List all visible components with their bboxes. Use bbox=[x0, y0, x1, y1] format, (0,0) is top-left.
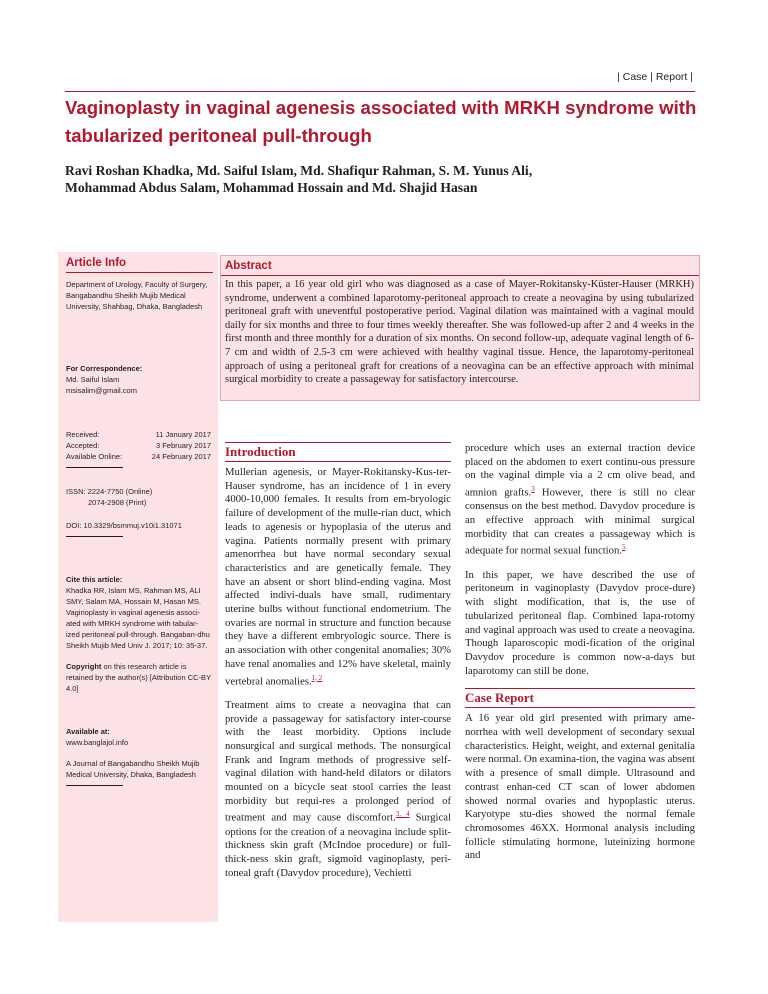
intro-paragraph-4: In this paper, we have described the use of peritoneum in vaginoplasty (Davydov proce-dure) with slight modification, that is, the use of tubularized peritoneal flap. Combined lapa-rotomy and vaginal approach was used to create a neovagina. Though laparoscopic modi-fication of the original Davydov procedure is common now-a-days but laparotomy can still be done. bbox=[465, 568, 695, 677]
case-report-heading: Case Report bbox=[465, 689, 695, 708]
received-row: Received: 11 January 2017 bbox=[66, 430, 211, 439]
citation-ref[interactable]: 3, 4 bbox=[395, 810, 410, 819]
body-column-2 bbox=[465, 442, 695, 873]
cite-label: Cite this article: bbox=[66, 575, 123, 584]
issn-print: 2074-2908 (Print) bbox=[88, 498, 147, 507]
abstract-text: In this paper, a 16 year old girl who was diagnosed as a case of Mayer-Rokitansky-Küster-Hauser (MRKH) syndrome, underwent a combined laparotomy-peritoneal approach to create a neovagina by using tubularized peritoneal graft with uneventful postoperative period. Vaginal dilation was maintained with a vaginal mould daily for six months and three to four times weekly thereafter. She was followed-up after 2 and 4 weeks in the first month and three monthly for a duration of six months. On second follow-up, adequate vaginal length of 6-7 cm and width of 2.5-3 cm were achieved with healthy vaginal tissue. Hence, the laparotomy-peritoneal approach of using a peritoneal graft for creations of a neovagina can be an effective approach with minimal surgical morbidity to create a passageway for satisfactory intercourse. bbox=[225, 279, 694, 386]
citation-ref[interactable]: 5 bbox=[622, 543, 626, 552]
intro-paragraph-3: procedure which uses an external traction device placed on the abdomen to exert continu-ous pressure on the vaginal dimple via a 2 cm olive bead, and amnion grafts.$^3$ However, there is still no clear consensus on the best method. Davydov procedure is an effective approach with minimal surgical morbidity that can creates a passageway which is adequate for normal sexual function.$^5$ bbox=[465, 442, 695, 558]
dates-block bbox=[66, 429, 211, 468]
divider bbox=[66, 536, 123, 537]
section-tag: | Case | Report | bbox=[617, 71, 693, 83]
article-title: Vaginoplasty in vaginal agenesis associated with MRKH syndrome with tabularized peritoneal pull-through bbox=[65, 97, 697, 146]
copyright: Copyright on this research article is retained by the author(s) [Attribution CC-BY 4.0] bbox=[66, 662, 211, 693]
article-info-heading: Article Info bbox=[66, 255, 213, 273]
case-report-rule bbox=[465, 688, 695, 708]
authors-line-1: Ravi Roshan Khadka, Md. Saiful Islam, Md. Shafiqur Rahman, S. M. Yunus Ali, bbox=[65, 163, 533, 178]
citation-ref[interactable]: 1, 2 bbox=[311, 673, 323, 682]
doi[interactable]: DOI: 10.3329/bsmmuj.v10i1.31071 bbox=[66, 521, 182, 530]
intro-paragraph-1: Mullerian agenesis, or Mayer-Rokitansky-Kus-ter-Hauser syndrome, has an incidence of 1 in every 4000-10,000 females. It results from em-bryologic failure of development of the mulle-rian duct, which leads to agenesis or hypoplasia of the uterus and vagina. Patients normally present with primary amenorrhea but have normal secondary sexual characteristics and are genetically female. They have an absent or short blind-ending vagina. Most affected indivi-duals have small, rudimentary uterine bulbs without functional endometrium. The ovaries are normal in structure and function because they have a different embryologic source. There is an association with other congenital anomalies; 30% have renal anomalies and 12% have skeletal, mainly vertebral anomalies.$^{1, 2}$ bbox=[225, 466, 451, 688]
authors-line-2: Mohammad Abdus Salam, Mohammad Hossain and Md. Shajid Hasan bbox=[65, 180, 478, 195]
online-row: Available Online: 24 February 2017 bbox=[66, 452, 211, 461]
available-url[interactable]: www.banglajol.info bbox=[66, 738, 129, 747]
divider bbox=[66, 467, 123, 468]
abstract-heading: Abstract bbox=[221, 258, 699, 276]
correspondence-label: For Correspondence: bbox=[66, 364, 143, 373]
correspondence-name: Md. Saiful Islam bbox=[66, 375, 120, 384]
author-list bbox=[65, 162, 705, 196]
introduction-rule bbox=[225, 442, 451, 462]
citation-ref[interactable]: 3 bbox=[531, 485, 535, 494]
introduction-heading: Introduction bbox=[225, 443, 451, 462]
intro-paragraph-2: Treatment aims to create a neovagina that can provide a passageway for satisfactory inter-course with the least morbidity. Options include nonsurgical and surgical methods. The nonsurgical Frank and Ingram methods of progressive self-vaginal dilation with hand-held dilators or dilators mounted on a bicycle seat stool carries the least morbidity but requi-res a prolonged period of treatment and may cause discomfort.$^{3, 4}$ Surgical options for the creation of a neovagina include split-thickness skin graft (McIndoe procedure) or full-thick-ness skin graft, sigmoid vaginoplasty, peri-toneal graft (Davydov procedure), Vechietti bbox=[225, 698, 451, 879]
issn-online: ISSN: 2224-7750 (Online) bbox=[66, 487, 153, 496]
cite-text: Khadka RR, Islam MS, Rahman MS, ALI SMY, Salam MA, Hossain M, Hasan MS. Vaginoplasty in vaginal agenesis associ-ated with MRKH syndrome with tabular-ized peritoneal pull-through. Bangaban-dhu Sheikh Mujib Med Univ J. 2017; 10: 35-37. bbox=[66, 586, 210, 650]
correspondence-email: msisalim@gmail.com bbox=[66, 386, 137, 395]
available-label: Available at: bbox=[66, 727, 110, 736]
affiliation: Department of Urology, Faculty of Surgery, Bangabandhu Sheikh Mujib Medical University, Shahbag, Dhaka, Bangladesh bbox=[66, 280, 208, 311]
body-column-1 bbox=[225, 442, 451, 891]
divider bbox=[66, 785, 123, 786]
abstract-panel bbox=[220, 255, 700, 401]
case-report-paragraph-1: A 16 year old girl presented with primary ame-norrhea with well development of secondary sexual characteristics. Height, weight, and external genitalia were normal. On examina-tion, the vagina was absent with a presence of small dimple. Ultrasound and contrast enhan-ced CT scan of lower abdomen showed normal ovaries and hypoplastic uterus. Karyotype stu-dies showed the normal female chromosomes 46XX. Hormonal analysis including follicle stimulating hormone, luteinizing hormone and bbox=[465, 712, 696, 862]
accepted-row: Accepted: 3 February 2017 bbox=[66, 441, 211, 450]
article-info-panel bbox=[58, 252, 218, 922]
header-rule bbox=[65, 91, 695, 92]
journal-name: A Journal of Bangabandhu Sheikh Mujib Medical University, Dhaka, Bangladesh bbox=[66, 759, 200, 779]
